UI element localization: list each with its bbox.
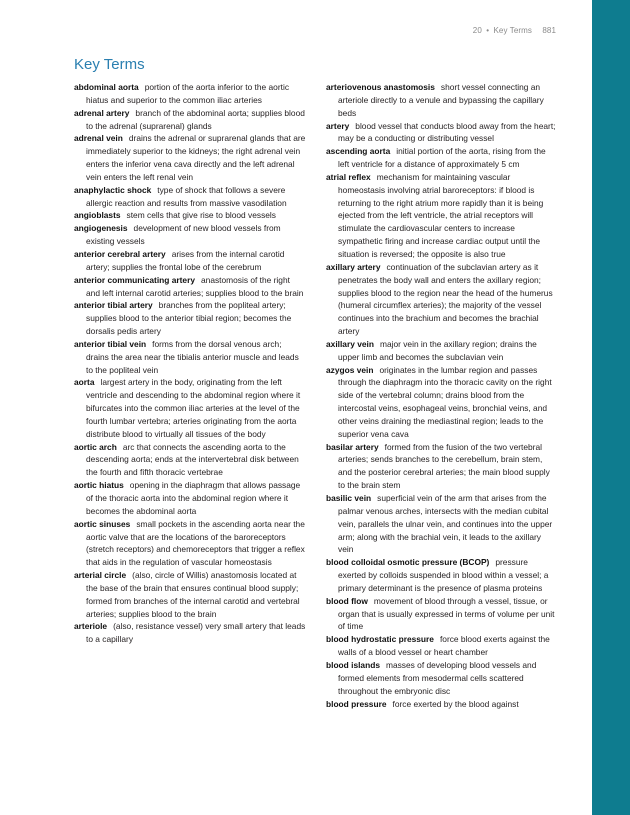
glossary-column-left <box>74 81 306 646</box>
glossary-definition: branch of the abdominal aorta; supplies blood to the adrenal (suprarenal) glands <box>86 107 305 131</box>
glossary-term: aortic sinuses <box>74 518 131 529</box>
section-name: Key Terms <box>493 26 533 35</box>
glossary-entry <box>326 441 558 492</box>
glossary-term: aorta <box>74 377 95 388</box>
glossary-term: arteriole <box>74 621 108 632</box>
glossary-entry <box>326 556 558 595</box>
glossary-definition: force blood exerts against the walls of a blood vessel or heart chamber <box>338 634 550 658</box>
glossary-definition: stem cells that give rise to blood vessels <box>126 210 276 221</box>
glossary-term: ascending aorta <box>326 146 391 157</box>
chapter-color-bar <box>592 0 630 815</box>
glossary-definition: (also, resistance vessel) very small artery that leads to a capillary <box>86 621 306 645</box>
glossary-term: anterior tibial artery <box>74 300 153 311</box>
glossary-column-right <box>326 81 558 710</box>
glossary-entry <box>326 633 558 659</box>
glossary-term: anterior cerebral artery <box>74 248 166 259</box>
glossary-definition: anastomosis of the right and left internal carotid arteries; supplies blood to the brain <box>86 274 304 298</box>
glossary-term: blood flow <box>326 595 368 606</box>
glossary-term: anterior communicating artery <box>74 274 196 285</box>
glossary-definition: arc that connects the ascending aorta to the descending aorta; ends at the intervertebral disk between the fourth and fifth thoracic vertebrae <box>86 441 299 478</box>
glossary-definition: development of new blood vessels from existing vessels <box>86 223 281 247</box>
glossary-entry <box>74 81 306 107</box>
glossary-term: basilar artery <box>326 441 379 452</box>
glossary-term: atrial reflex <box>326 171 371 182</box>
glossary-entry <box>326 145 558 171</box>
glossary-entry <box>74 132 306 183</box>
glossary-term: adrenal vein <box>74 133 123 144</box>
glossary-term: blood hydrostatic pressure <box>326 634 434 645</box>
glossary-definition: formed from the fusion of the two vertebral arteries; sends branches to the cerebellum, brain stem, and the posterior cerebral arteries; the main blood supply to the brain stem <box>338 441 550 491</box>
glossary-definition: small pockets in the ascending aorta near the aortic valve that are the locations of the baroreceptors (stretch receptors) and chemoreceptors that trigger a reflex that aids in the regulation of vascular homeostasis <box>86 518 305 568</box>
glossary-term: angioblasts <box>74 210 121 221</box>
glossary-entry <box>326 659 558 698</box>
glossary-entry <box>74 107 306 133</box>
glossary-definition: originates in the lumbar region and passes through the diaphragm into the thoracic cavity on the right side of the vertebral column; drains blood from the intercostal veins, esophageal veins, bronchial veins, and other veins draining the mediastinal region; leads to the superior vena cava <box>338 364 552 439</box>
page-title: Key Terms <box>74 56 145 73</box>
glossary-definition: force exerted by the blood against <box>392 698 519 709</box>
glossary-definition: portion of the aorta inferior to the aortic hiatus and superior to the common iliac arteries <box>86 82 290 105</box>
glossary-definition: opening in the diaphragm that allows passage of the thoracic aorta into the abdominal region where it becomes the abdominal aorta <box>86 480 301 516</box>
glossary-term: angiogenesis <box>74 223 128 234</box>
header-separator: • <box>486 26 490 35</box>
glossary-term: blood colloidal osmotic pressure (BCOP) <box>326 557 490 568</box>
glossary-term: artery <box>326 120 350 131</box>
glossary-definition: pressure exerted by colloids suspended in blood within a vessel; a primary determinant is the presence of plasma proteins <box>338 557 549 593</box>
glossary-definition: (also, circle of Willis) anastomosis located at the base of the brain that ensures continual blood supply; formed from branches of the internal carotid and vertebral arteries; supplies blood to the brain <box>86 570 300 619</box>
glossary-entry <box>326 81 558 120</box>
glossary-definition: initial portion of the aorta, rising from the left ventricle for a distance of approximately 5 cm <box>338 146 546 170</box>
glossary-term: aortic arch <box>74 441 117 452</box>
glossary-definition: type of shock that follows a severe allergic reaction and results from massive vasodilation <box>86 184 287 208</box>
glossary-definition: branches from the popliteal artery; supplies blood to the anterior tibial region; becomes the dorsalis pedis artery <box>86 300 292 337</box>
glossary-entry <box>326 261 558 338</box>
glossary-entry <box>74 338 306 377</box>
glossary-term: azygos vein <box>326 364 374 375</box>
glossary-term: adrenal artery <box>74 107 130 118</box>
glossary-entry <box>74 248 306 274</box>
glossary-definition: forms from the dorsal venous arch; drains the area near the tibialis anterior muscle and leads to the popliteal vein <box>86 338 299 375</box>
glossary-definition: masses of developing blood vessels and formed elements from mesodermal cells scattered throughout the embryonic disc <box>338 659 537 696</box>
glossary-term: abdominal aorta <box>74 82 139 92</box>
glossary-term: axillary vein <box>326 338 374 349</box>
glossary-entry <box>74 222 306 248</box>
glossary-entry <box>326 338 558 364</box>
glossary-definition: arises from the internal carotid artery; supplies the frontal lobe of the cerebrum <box>86 248 285 272</box>
running-head <box>473 26 556 35</box>
glossary-entry <box>326 364 558 441</box>
glossary-entry <box>326 595 558 634</box>
glossary-entry <box>326 492 558 556</box>
glossary-definition: drains the adrenal or suprarenal glands that are immediately superior to the kidneys; the right adrenal vein enters the inferior vena cava directly and the left adrenal vein enters the left renal vein <box>86 133 306 182</box>
glossary-definition: mechanism for maintaining vascular homeostasis involving atrial baroreceptors: if blood is returning to the right atrium more rapidly than it is being ejected from the left ventricle, the atrial receptors will stimulate the cardiovascular centers to increase sympathetic firing and increase cardiac output until the situation is reversed; the opposite is also true <box>338 171 544 259</box>
glossary-definition: largest artery in the body, originating from the left ventricle and descending to the abdominal region where it bifurcates into the common iliac arteries at the level of the fourth lumbar vertebra; arteries originating from the aorta distribute blood to virtually all tissues of the body <box>86 377 301 439</box>
glossary-definition: major vein in the axillary region; drains the upper limb and becomes the subclavian vein <box>338 338 537 362</box>
glossary-term: blood islands <box>326 659 380 670</box>
glossary-entry <box>326 698 558 711</box>
glossary-entry <box>74 620 306 646</box>
glossary-entry <box>74 274 306 300</box>
glossary-term: arterial circle <box>74 570 127 581</box>
glossary-term: basilic vein <box>326 493 372 503</box>
glossary-definition: continuation of the subclavian artery as it penetrates the body wall and enters the axillary region; supplies blood to the region near the head of the humerus (humeral circumflex arteries); the majority of the vessel continues into the brachium and becomes the brachial artery <box>338 261 553 337</box>
glossary-entry <box>74 518 306 569</box>
glossary-entry <box>326 171 558 261</box>
glossary-entry <box>74 441 306 480</box>
glossary-entry <box>74 299 306 338</box>
glossary-entry <box>74 376 306 440</box>
glossary-definition: superficial vein of the arm that arises from the palmar venous arches, intersects with the median cubital vein, parallels the ulnar vein, and continues into the upper arm; along with the brachial vein, it leads to the axillary vein <box>338 493 553 555</box>
page-number: 881 <box>542 26 556 35</box>
glossary-definition: blood vessel that conducts blood away from the heart; may be a conducting or distributing vessel <box>338 120 556 144</box>
glossary-entry <box>326 120 558 146</box>
glossary-definition: short vessel connecting an arteriole directly to a venule and bypassing the capillary beds <box>338 82 544 118</box>
glossary-term: anterior tibial vein <box>74 338 147 349</box>
glossary-definition: movement of blood through a vessel, tissue, or organ that is usually expressed in terms of volume per unit of time <box>338 595 555 632</box>
glossary-entry <box>74 569 306 620</box>
glossary-entry <box>74 184 306 210</box>
glossary-entry <box>74 479 306 518</box>
glossary-entry <box>74 209 306 222</box>
glossary-term: axillary artery <box>326 261 381 272</box>
chapter-number: 20 <box>472 26 482 35</box>
glossary-term: arteriovenous anastomosis <box>326 82 435 92</box>
glossary-term: anaphylactic shock <box>74 184 152 195</box>
glossary-term: aortic hiatus <box>74 480 124 491</box>
glossary-term: blood pressure <box>326 698 387 709</box>
